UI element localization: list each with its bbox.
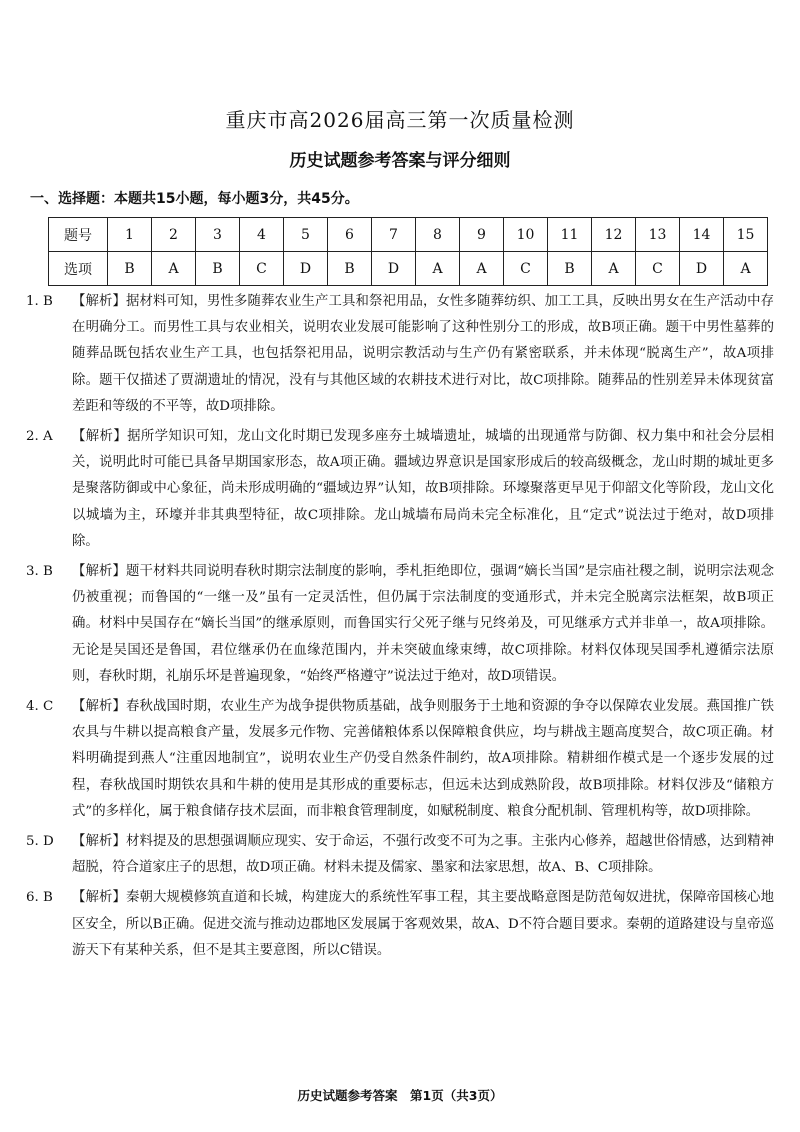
answer-cell: C xyxy=(504,252,548,286)
answer-table xyxy=(48,217,768,286)
answer-cell: C xyxy=(636,252,680,286)
item-number: 5. D xyxy=(26,834,54,850)
item-explanation: 【解析】题干材料共同说明春秋时期宗法制度的影响，季札拒绝即位，强调“嫡长当国”是宗庙社稷之制，说明宗法观念仍被重视；而鲁国的“一继一及”虽有一定灵活性，但仍属于宗法制度的变通形式，并未完全脱离宗法框架，故B项正确。材料中吴国存在“嫡长当国”的继承原则，而鲁国实行父死子继与兄终弟及，可见继承方式并非单一，故A项排除。无论是吴国还是鲁国，君位继承仍在血缘范围内，并未突破血缘束缚，故C项排除。材料仅体现吴国季札遵循宗法原则，春秋时期，礼崩乐坏是普遍现象，“始终严格遵守”说法过于绝对，故D项错误。 xyxy=(72,564,774,684)
question-number: 3 xyxy=(196,218,240,252)
question-number: 11 xyxy=(548,218,592,252)
item-explanation: 【解析】据所学知识可知，龙山文化时期已发现多座夯土城墙遗址，城墙的出现通常与防御、权力集中和社会分层相关，说明此时可能已具备早期国家形态，故A项正确。疆域边界意识是国家形成后的较高级概念，龙山时期的城址更多是聚落防御或中心象征，尚未形成明确的“疆域边界”认知，故B项排除。环壕聚落更早见于仰韶文化等阶段，龙山文化以城墙为主，环壕并非其典型特征，故C项排除。龙山城墙布局尚未完全标准化，且“定式”说法过于绝对，故D项排除。 xyxy=(72,429,774,549)
item-number: 2. A xyxy=(26,429,53,445)
item-explanation: 【解析】春秋战国时期，农业生产为战争提供物质基础，战争则服务于土地和资源的争夺以保障农业发展。燕国推广铁农具与牛耕以提高粮食产量，发展多元作物、完善储粮体系以保障粮食供应，均与耕战主题高度契合，故C项正确。材料明确提到燕人“注重因地制宜”，说明农业生产仍受自然条件制约，故A项排除。精耕细作模式是一个逐步发展的过程，春秋战国时期铁农具和牛耕的使用是其形成的重要标志，但远未达到成熟阶段，故B项排除。材料仅涉及“储粮方式”的多样化，属于粮食储存技术层面，而非粮食管理制度，如赋税制度、粮食分配机制、管理机构等，故D项排除。 xyxy=(72,699,774,819)
question-number: 5 xyxy=(284,218,328,252)
answer-cell: D xyxy=(284,252,328,286)
answer-cell: B xyxy=(196,252,240,286)
section-heading: 一、选择题：本题共15小题，每小题3分，共45分。 xyxy=(30,191,359,207)
document-subtitle: 历史试题参考答案与评分细则 xyxy=(289,151,511,171)
question-number: 15 xyxy=(724,218,768,252)
document-title: 重庆市高2026届高三第一次质量检测 xyxy=(225,108,575,132)
explanation-item xyxy=(26,829,774,881)
explanation-item xyxy=(26,424,774,555)
item-explanation: 【解析】材料提及的思想强调顺应现实、安于命运，不强行改变不可为之事。主张内心修养，超越世俗情感，达到精神超脱，符合道家庄子的思想，故D项正确。材料未提及儒家、墨家和法家思想，故A、B、C项排除。 xyxy=(72,834,774,876)
question-number: 10 xyxy=(504,218,548,252)
row-label-answer: 选项 xyxy=(49,252,108,286)
question-number: 6 xyxy=(328,218,372,252)
answer-cell: B xyxy=(328,252,372,286)
explanation-list xyxy=(26,289,774,968)
question-number: 9 xyxy=(460,218,504,252)
question-number: 12 xyxy=(592,218,636,252)
item-number: 4. C xyxy=(26,699,54,715)
answer-table-answer-row xyxy=(49,252,768,286)
answer-cell: B xyxy=(108,252,152,286)
answer-cell: A xyxy=(152,252,196,286)
item-explanation: 【解析】据材料可知，男性多随葬农业生产工具和祭祀用品，女性多随葬纺织、加工工具，反映出男女在生产活动中存在明确分工。而男性工具与农业相关，说明农业发展可能影响了这种性别分工的形成，故B项正确。题干中男性墓葬的随葬品既包括农业生产工具，也包括祭祀用品，说明宗教活动与生产仍有紧密联系，并未体现“脱离生产”，故A项排除。题干仅描述了贾湖遗址的情况，没有与其他区域的农耕技术进行对比，故C项排除。随葬品的性别差异未体现贫富差距和等级的不平等，故D项排除。 xyxy=(72,294,774,414)
answer-cell: A xyxy=(416,252,460,286)
explanation-item xyxy=(26,694,774,825)
answer-cell: D xyxy=(372,252,416,286)
row-label-number: 题号 xyxy=(49,218,108,252)
question-number: 4 xyxy=(240,218,284,252)
question-number: 14 xyxy=(680,218,724,252)
question-number: 8 xyxy=(416,218,460,252)
answer-cell: A xyxy=(460,252,504,286)
question-number: 7 xyxy=(372,218,416,252)
item-explanation: 【解析】秦朝大规模修筑直道和长城，构建庞大的系统性军事工程，其主要战略意图是防范匈奴进扰，保障帝国核心地区安全，所以B正确。促进交流与推动边郡地区发展属于客观效果，故A、D不符合题目要求。秦朝的道路建设与皇帝巡游天下有某种关系，但不是其主要意图，所以C错误。 xyxy=(72,890,774,958)
answer-cell: A xyxy=(724,252,768,286)
item-number: 6. B xyxy=(26,890,53,906)
answer-cell: D xyxy=(680,252,724,286)
explanation-item xyxy=(26,885,774,964)
answer-cell: C xyxy=(240,252,284,286)
question-number: 2 xyxy=(152,218,196,252)
answer-cell: B xyxy=(548,252,592,286)
question-number: 13 xyxy=(636,218,680,252)
item-number: 1. B xyxy=(26,294,53,309)
item-number: 3. B xyxy=(26,564,53,580)
explanation-item xyxy=(26,559,774,690)
answer-cell: A xyxy=(592,252,636,286)
page-footer: 历史试题参考答案 第1页（共3页） xyxy=(297,1088,503,1103)
explanation-item xyxy=(26,289,774,420)
question-number: 1 xyxy=(108,218,152,252)
answer-table-number-row xyxy=(49,218,768,252)
